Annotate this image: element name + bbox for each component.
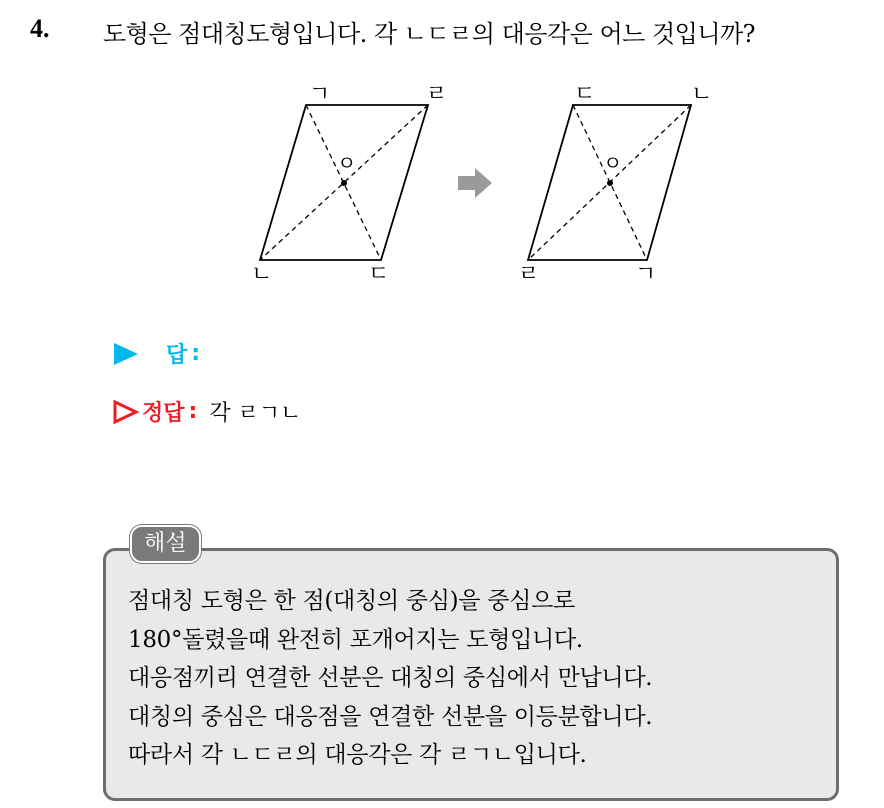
left-label-bottom-right: ㄷ [368,262,390,287]
explanation-tag: 해설 [130,525,201,563]
correct-answer-label: 정답 [142,401,185,426]
right-label-bottom-right: ㄱ [635,262,657,287]
question-number: 4. [30,14,50,43]
left-label-bottom-left: ㄴ [251,262,273,287]
left-center-point [341,180,347,186]
filled-triangle-icon [110,339,140,369]
right-label-top-right: ㄴ [691,82,713,107]
right-label-bottom-left: ㄹ [518,262,540,287]
left-label-center: ㅇ [337,151,357,175]
explanation-line: 점대칭 도형은 한 점(대칭의 중심)을 중심으로 [128,588,575,614]
right-label-top-left: ㄷ [574,82,596,107]
explanation-line: 180°돌렸을때 완전히 포개어지는 도형입니다. [128,626,583,653]
explanation-text [128,582,652,775]
left-label-top-right: ㄹ [426,82,448,107]
answer-label: 답 [166,343,188,368]
explanation-line: 대칭의 중심은 대응점을 연결한 선분을 이등분합니다. [128,703,653,730]
question-text: 도형은 점대칭도형입니다. 각 ㄴㄷㄹ의 대응각은 어느 것입니까? [103,20,756,48]
parallelogram-figure [0,0,884,300]
right-arrow-icon [458,168,492,198]
correct-answer-value: 각 ㄹㄱㄴ [209,401,302,426]
answer-row [110,338,200,369]
answer-colon: : [191,341,201,366]
right-label-center: ㅇ [603,151,623,175]
correct-answer-colon: : [188,399,198,424]
correct-answer-row [110,396,301,427]
right-center-point [607,180,613,186]
explanation-line: 대응점끼리 연결한 선분은 대칭의 중심에서 만납니다. [128,665,653,691]
left-label-top-left: ㄱ [309,82,331,107]
right-parallelogram [518,82,712,287]
outline-triangle-icon [110,397,140,427]
left-parallelogram [251,82,447,287]
explanation-line: 따라서 각 ㄴㄷㄹ의 대응각은 각 ㄹㄱㄴ입니다. [128,742,587,768]
